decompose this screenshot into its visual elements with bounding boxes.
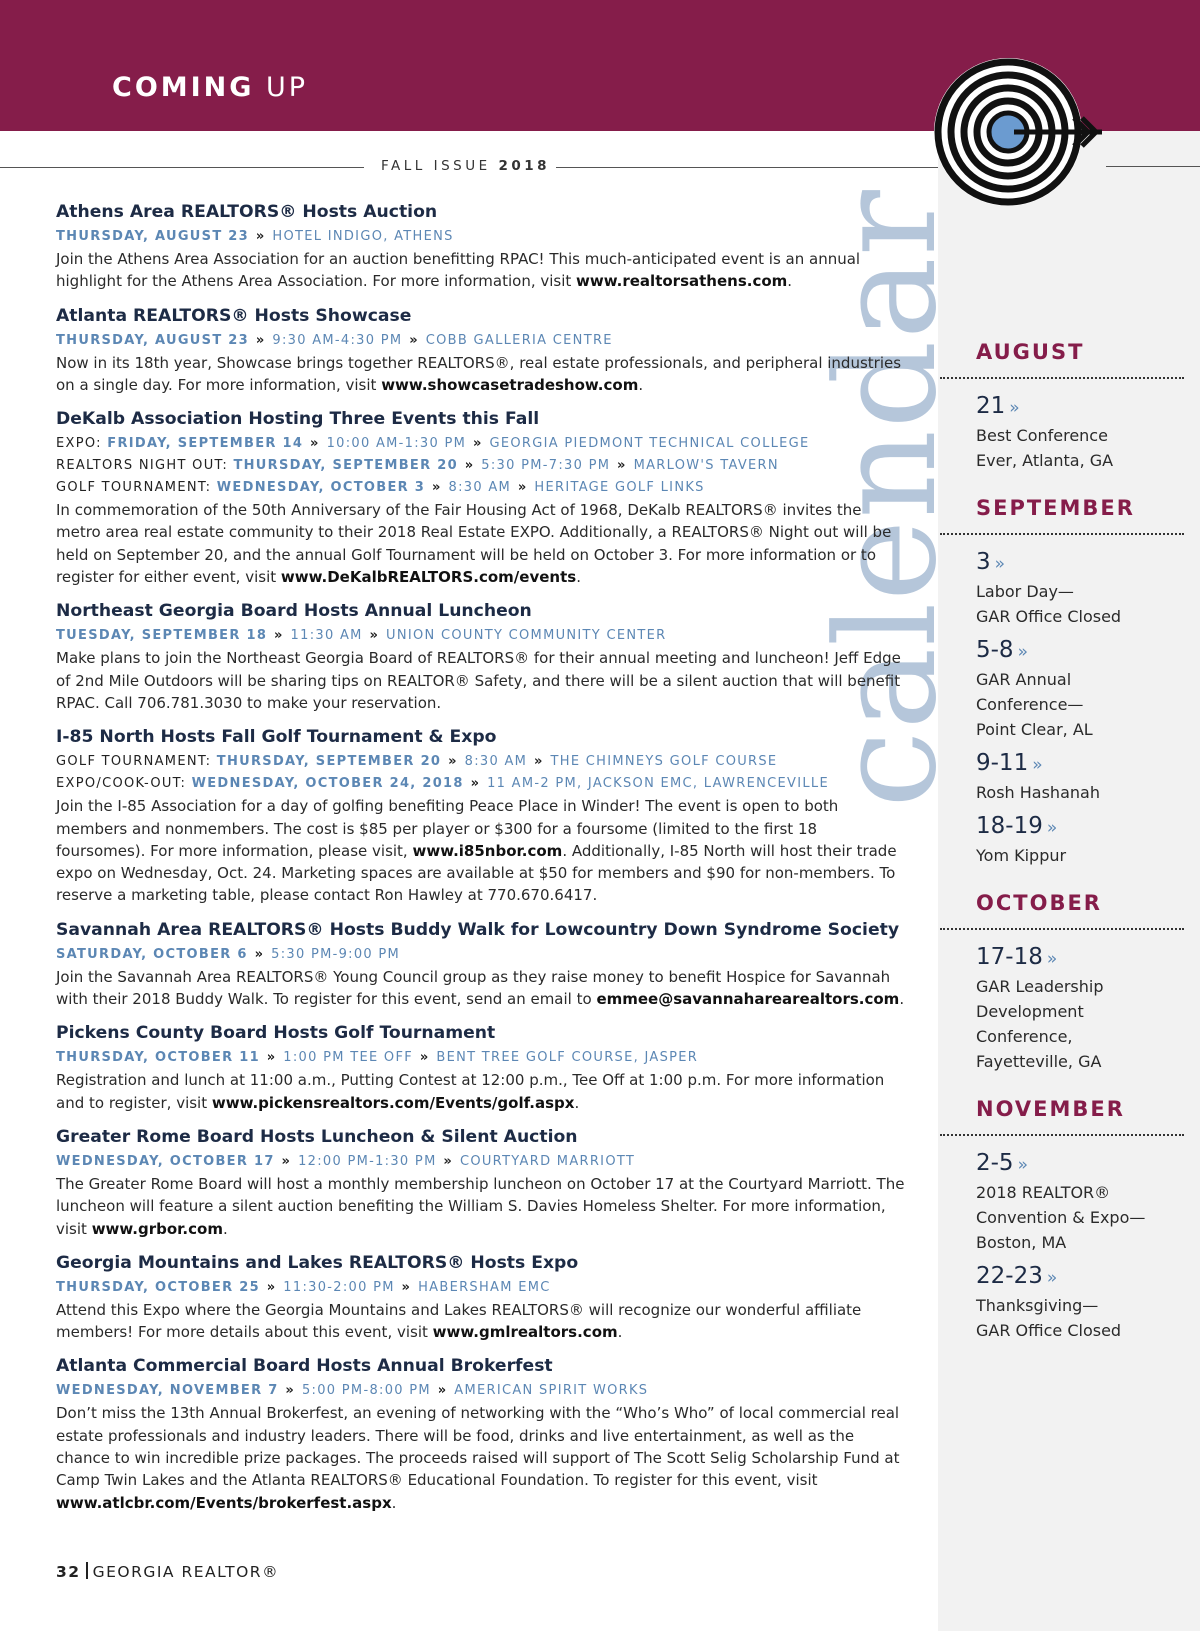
month-heading: OCTOBER bbox=[976, 891, 1102, 915]
event-date: WEDNESDAY, OCTOBER 24, 2018 bbox=[191, 776, 464, 792]
event-text: . bbox=[574, 1093, 580, 1112]
chevron-separator-icon: » bbox=[512, 480, 534, 496]
event-meta-label: GOLF TOURNAMENT: bbox=[56, 754, 217, 770]
chevron-separator-icon: » bbox=[426, 480, 448, 496]
event-detail: THE CHIMNEYS GOLF COURSE bbox=[550, 754, 778, 770]
chevron-separator-icon: » bbox=[414, 1050, 436, 1066]
event-detail: 9:30 AM-4:30 PM bbox=[272, 332, 403, 348]
event-title: Atlanta Commercial Board Hosts Annual Brokerfest bbox=[56, 1356, 553, 1377]
event-item bbox=[56, 1355, 906, 1513]
event-meta-line bbox=[56, 773, 906, 795]
event-link[interactable]: www.gmlrealtors.com bbox=[432, 1323, 618, 1342]
calendar-entry bbox=[976, 811, 1190, 868]
event-text: . bbox=[222, 1219, 228, 1238]
event-date: WEDNESDAY, OCTOBER 17 bbox=[56, 1153, 275, 1169]
event-text: In commemoration of the 50th Anniversary of the Fair Housing Act of 1968, DeKalb REALTORS® invites the metro area real estate community to their 2018 Real Estate EXPO. Additionally, a REALTORS® Night out will be held on September 20, and the annual Golf Tournament will be held on October 3. For more information or to register for either event, visit bbox=[56, 501, 892, 587]
chevron-right-icon: » bbox=[1046, 818, 1058, 838]
calendar-entry bbox=[976, 391, 1190, 473]
calendar-event-text: 2018 REALTOR® Convention & Expo— Boston, MA bbox=[976, 1183, 1146, 1252]
event-description bbox=[56, 795, 906, 906]
event-item bbox=[56, 726, 906, 906]
event-detail: UNION COUNTY COMMUNITY CENTER bbox=[386, 628, 667, 644]
publication-name: GEORGIA REALTOR® bbox=[92, 1563, 280, 1581]
event-title: Savannah Area REALTORS® Hosts Buddy Walk for Lowcountry Down Syndrome Society bbox=[56, 919, 900, 940]
event-text: Join the Athens Area Association for an auction benefitting RPAC! This much-anticipated event is an annual highlight for the Athens Area Association. For more information, visit bbox=[56, 250, 861, 291]
event-title: Northeast Georgia Board Hosts Annual Luncheon bbox=[56, 601, 532, 622]
calendar-month bbox=[940, 339, 1190, 473]
event-meta-line bbox=[56, 751, 906, 773]
calendar-entry bbox=[976, 942, 1190, 1074]
event-link[interactable]: www.DeKalbREALTORS.com/events bbox=[280, 568, 577, 587]
event-item bbox=[56, 600, 906, 714]
chevron-separator-icon: » bbox=[260, 1279, 283, 1295]
event-text: Join the Savannah Area REALTORS® Young Council group as they raise money to benefit Hospice for Savannah with their 2018 Buddy Walk. To register for this event, send an email to bbox=[56, 967, 891, 1009]
event-link[interactable]: www.grbor.com bbox=[91, 1219, 223, 1238]
event-meta-label: EXPO: bbox=[56, 436, 108, 452]
chevron-right-icon: » bbox=[1017, 642, 1028, 662]
section-title-bold: COMING bbox=[112, 72, 255, 103]
chevron-right-icon: » bbox=[1046, 949, 1058, 969]
event-detail: 5:30 PM-7:30 PM bbox=[481, 458, 611, 474]
event-text: . bbox=[787, 272, 793, 291]
event-text: The Greater Rome Board will host a monthly membership luncheon on October 17 at the Courtyard Marriott. The luncheon will feature a silent auction benefiting the William S. Davies Homeless Shelter. For more information, visit bbox=[56, 1174, 905, 1238]
event-meta-line bbox=[56, 1047, 906, 1069]
event-detail: COBB GALLERIA CENTRE bbox=[425, 332, 613, 348]
calendar-date-value: 22-23 bbox=[976, 1263, 1043, 1289]
calendar-date bbox=[976, 748, 1190, 780]
calendar-date-value: 9-11 bbox=[976, 750, 1029, 776]
issue-label: FALL ISSUE 2018 bbox=[381, 158, 551, 174]
page-number: 32 bbox=[56, 1563, 81, 1581]
page-footer bbox=[56, 1562, 279, 1581]
target-dart-icon bbox=[934, 54, 1110, 210]
event-meta-label: GOLF TOURNAMENT: bbox=[56, 480, 217, 496]
event-text: Make plans to join the Northeast Georgia Board of REALTORS® for their annual meeting and luncheon! Jeff Edge of 2nd Mile Outdoors will be sharing tips on REALTOR® Safety, and there will be a silent auction that will benefit RPAC. Call 706.781.3030 to make your reservation. bbox=[56, 649, 901, 712]
event-link[interactable]: www.showcasetradeshow.com bbox=[381, 375, 639, 394]
event-date: THURSDAY, AUGUST 23 bbox=[56, 332, 250, 348]
event-detail: 11 AM-2 PM, JACKSON EMC, LAWRENCEVILLE bbox=[487, 776, 829, 792]
event-detail: AMERICAN SPIRIT WORKS bbox=[454, 1383, 649, 1399]
event-detail: HERITAGE GOLF LINKS bbox=[534, 480, 705, 496]
event-text: . bbox=[617, 1323, 623, 1342]
calendar-date-value: 18-19 bbox=[976, 813, 1043, 839]
month-heading: SEPTEMBER bbox=[976, 496, 1135, 520]
event-text: Join the I-85 Association for a day of golfing benefiting Peace Place in Winder! The event is open to both members and nonmembers. The cost is $85 per player or $300 for a foursome (limited to the first 18 foursomes). For more information, please visit, bbox=[56, 797, 839, 860]
event-detail: 8:30 AM bbox=[464, 754, 528, 770]
event-description bbox=[56, 499, 906, 588]
events-list bbox=[56, 201, 906, 1526]
chevron-separator-icon: » bbox=[467, 436, 489, 452]
event-detail: 5:30 PM-9:00 PM bbox=[271, 946, 401, 962]
dotted-divider bbox=[940, 928, 1184, 930]
event-title: Greater Rome Board Hosts Luncheon & Silent Auction bbox=[56, 1126, 578, 1147]
event-item bbox=[56, 1252, 906, 1344]
chevron-separator-icon: » bbox=[395, 1279, 418, 1295]
chevron-separator-icon: » bbox=[458, 458, 481, 474]
event-meta-line bbox=[56, 433, 906, 455]
chevron-right-icon: » bbox=[994, 554, 1006, 574]
month-heading: AUGUST bbox=[976, 340, 1085, 364]
calendar-month bbox=[940, 890, 1190, 1074]
chevron-separator-icon: » bbox=[431, 1383, 454, 1399]
event-meta-line bbox=[56, 330, 906, 352]
calendar-event-text: Labor Day— GAR Office Closed bbox=[976, 582, 1122, 626]
chevron-right-icon: » bbox=[1046, 1268, 1058, 1288]
calendar-month bbox=[940, 1096, 1190, 1343]
event-detail: GEORGIA PIEDMONT TECHNICAL COLLEGE bbox=[489, 436, 810, 452]
calendar-date bbox=[976, 1148, 1190, 1180]
event-meta-line bbox=[56, 1277, 906, 1299]
chevron-right-icon: » bbox=[1009, 398, 1020, 418]
issue-rule-right bbox=[556, 167, 938, 168]
event-date: THURSDAY, OCTOBER 25 bbox=[56, 1279, 260, 1295]
event-description bbox=[56, 1402, 906, 1513]
calendar-date-value: 2-5 bbox=[976, 1150, 1014, 1176]
event-item bbox=[56, 919, 906, 1011]
event-description bbox=[56, 1069, 906, 1114]
event-title: Athens Area REALTORS® Hosts Auction bbox=[56, 202, 438, 222]
calendar-event-text: Yom Kippur bbox=[976, 846, 1067, 865]
event-meta-line bbox=[56, 455, 906, 477]
event-description bbox=[56, 248, 906, 293]
calendar-event-text: GAR Annual Conference— Point Clear, AL bbox=[976, 670, 1093, 739]
chevron-separator-icon: » bbox=[437, 1153, 459, 1169]
event-title: DeKalb Association Hosting Three Events this Fall bbox=[56, 409, 540, 430]
dotted-divider bbox=[940, 1134, 1184, 1136]
event-date: SATURDAY, OCTOBER 6 bbox=[56, 946, 248, 962]
event-title: Pickens County Board Hosts Golf Tournament bbox=[56, 1023, 496, 1044]
chevron-separator-icon: » bbox=[304, 436, 326, 452]
month-heading: NOVEMBER bbox=[976, 1097, 1125, 1121]
event-text: . bbox=[899, 990, 905, 1009]
event-detail: HOTEL INDIGO, ATHENS bbox=[272, 229, 454, 244]
event-item bbox=[56, 201, 906, 293]
event-item bbox=[56, 1126, 906, 1240]
event-detail: BENT TREE GOLF COURSE, JASPER bbox=[436, 1050, 699, 1066]
dotted-divider bbox=[940, 377, 1184, 379]
calendar-entry bbox=[976, 635, 1190, 742]
event-detail: 1:00 PM TEE OFF bbox=[283, 1050, 413, 1066]
event-description bbox=[56, 966, 906, 1011]
calendar-date-value: 17-18 bbox=[976, 944, 1043, 970]
event-date: THURSDAY, SEPTEMBER 20 bbox=[233, 458, 458, 474]
event-text: Now in its 18th year, Showcase brings together REALTORS®, real estate professionals, and peripheral industries on a single day. For more information, visit bbox=[56, 353, 902, 394]
chevron-separator-icon: » bbox=[260, 1050, 283, 1066]
chevron-right-icon: » bbox=[1032, 755, 1043, 775]
event-description bbox=[56, 352, 906, 397]
event-link[interactable]: www.pickensrealtors.com/Events/golf.aspx bbox=[211, 1093, 575, 1112]
event-date: THURSDAY, AUGUST 23 bbox=[56, 229, 250, 244]
event-meta-line bbox=[56, 1151, 906, 1173]
chevron-separator-icon: » bbox=[268, 628, 290, 644]
issue-rule-left bbox=[0, 167, 364, 168]
event-link[interactable]: www.i85nbor.com bbox=[412, 841, 563, 860]
event-link[interactable]: www.atlcbr.com/Events/brokerfest.aspx bbox=[56, 1493, 392, 1512]
event-meta-line bbox=[56, 625, 906, 647]
event-detail: 11:30-2:00 PM bbox=[283, 1279, 395, 1295]
event-description bbox=[56, 1173, 906, 1240]
event-detail: 5:00 PM-8:00 PM bbox=[301, 1383, 431, 1399]
calendar-date bbox=[976, 547, 1190, 579]
chevron-separator-icon: » bbox=[442, 754, 464, 770]
event-date: WEDNESDAY, NOVEMBER 7 bbox=[56, 1383, 279, 1399]
event-detail: MARLOW'S TAVERN bbox=[633, 458, 779, 474]
event-date: THURSDAY, SEPTEMBER 20 bbox=[216, 754, 442, 770]
event-text: Registration and lunch at 11:00 a.m., Putting Contest at 12:00 p.m., Tee Off at 1:00 p.m. For more information and to register, visit bbox=[56, 1071, 885, 1112]
event-link[interactable]: emmee@savannaharearealtors.com bbox=[596, 990, 900, 1009]
sidebar-rule bbox=[1106, 166, 1200, 167]
section-title bbox=[112, 72, 308, 103]
chevron-separator-icon: » bbox=[464, 776, 487, 792]
chevron-separator-icon: » bbox=[363, 628, 386, 644]
calendar-entry bbox=[976, 1148, 1190, 1255]
chevron-separator-icon: » bbox=[403, 332, 425, 348]
event-detail: 11:30 AM bbox=[290, 628, 363, 644]
calendar-month bbox=[940, 495, 1190, 868]
event-meta-line bbox=[56, 477, 906, 499]
event-text: . bbox=[391, 1493, 397, 1512]
calendar-event-text: GAR Leadership Development Conference, Fayetteville, GA bbox=[976, 977, 1104, 1071]
event-text: . Additionally, I-85 North will host their trade expo on Wednesday, Oct. 24. Marketing spaces are available at $50 for members and $90 for non-members. To reserve a marketing table, please contact Ron Hawley at 770.670.6417. bbox=[56, 841, 897, 905]
calendar-date bbox=[976, 1261, 1190, 1293]
chevron-separator-icon: » bbox=[275, 1153, 298, 1169]
event-date: THURSDAY, OCTOBER 11 bbox=[56, 1050, 260, 1066]
event-meta-line bbox=[56, 944, 906, 966]
footer-divider bbox=[86, 1562, 88, 1579]
event-date: FRIDAY, SEPTEMBER 14 bbox=[107, 436, 304, 452]
event-text: . bbox=[638, 375, 644, 394]
calendar-date bbox=[976, 635, 1190, 667]
event-item bbox=[56, 305, 906, 397]
calendar-date-value: 3 bbox=[976, 549, 991, 575]
event-title: I-85 North Hosts Fall Golf Tournament & Expo bbox=[56, 727, 497, 748]
event-link[interactable]: www.realtorsathens.com bbox=[576, 272, 788, 291]
event-item bbox=[56, 408, 906, 588]
event-meta-label: EXPO/COOK-OUT: bbox=[56, 776, 192, 792]
calendar-sidebar bbox=[940, 339, 1190, 1365]
event-date: TUESDAY, SEPTEMBER 18 bbox=[56, 628, 268, 644]
event-meta-line bbox=[56, 1380, 906, 1402]
event-meta-label: REALTORS NIGHT OUT: bbox=[56, 458, 234, 474]
chevron-separator-icon: » bbox=[248, 946, 271, 962]
calendar-event-text: Rosh Hashanah bbox=[976, 783, 1100, 802]
event-text: Attend this Expo where the Georgia Mountains and Lakes REALTORS® will recognize our wonderful affiliate members! For more details about this event, visit bbox=[56, 1300, 862, 1342]
chevron-separator-icon: » bbox=[250, 229, 272, 244]
event-description bbox=[56, 647, 906, 714]
calendar-event-text: Thanksgiving— GAR Office Closed bbox=[976, 1296, 1122, 1340]
event-title: Atlanta REALTORS® Hosts Showcase bbox=[56, 305, 412, 326]
chevron-right-icon: » bbox=[1017, 1155, 1028, 1175]
chevron-separator-icon: » bbox=[279, 1383, 301, 1399]
calendar-watermark: calendar bbox=[806, 189, 967, 808]
calendar-entry bbox=[976, 1261, 1190, 1343]
event-detail: COURTYARD MARRIOTT bbox=[459, 1153, 636, 1169]
calendar-event-text: Best Conference Ever, Atlanta, GA bbox=[976, 426, 1114, 470]
calendar-date-value: 5-8 bbox=[976, 637, 1014, 663]
event-detail: 8:30 AM bbox=[448, 480, 512, 496]
event-date: WEDNESDAY, OCTOBER 3 bbox=[216, 480, 426, 496]
event-text: . bbox=[576, 568, 581, 587]
chevron-separator-icon: » bbox=[528, 754, 550, 770]
event-detail: HABERSHAM EMC bbox=[418, 1279, 551, 1295]
event-detail: 12:00 PM-1:30 PM bbox=[298, 1153, 437, 1169]
event-detail: 10:00 AM-1:30 PM bbox=[326, 436, 467, 452]
calendar-entry bbox=[976, 547, 1190, 629]
event-title: Georgia Mountains and Lakes REALTORS® Hosts Expo bbox=[56, 1252, 579, 1273]
calendar-date bbox=[976, 391, 1190, 423]
calendar-date-value: 21 bbox=[976, 393, 1006, 419]
event-text: Don’t miss the 13th Annual Brokerfest, an evening of networking with the “Who’s Who” of local commercial real estate professionals and industry leaders. There will be food, drinks and live entertainment, as well as the chance to win incredible prize packages. The proceeds raised will support of The Scott Selig Scholarship Fund at Camp Twin Lakes and the Atlanta REALTORS® Educational Foundation. To register for this event, visit bbox=[56, 1404, 900, 1490]
event-description bbox=[56, 1299, 906, 1344]
event-item bbox=[56, 1022, 906, 1114]
chevron-separator-icon: » bbox=[611, 458, 633, 474]
dotted-divider bbox=[940, 533, 1184, 535]
calendar-entry bbox=[976, 748, 1190, 805]
chevron-separator-icon: » bbox=[250, 332, 272, 348]
event-meta-line bbox=[56, 226, 906, 248]
section-title-light: UP bbox=[266, 72, 309, 103]
calendar-date bbox=[976, 811, 1190, 843]
calendar-date bbox=[976, 942, 1190, 974]
